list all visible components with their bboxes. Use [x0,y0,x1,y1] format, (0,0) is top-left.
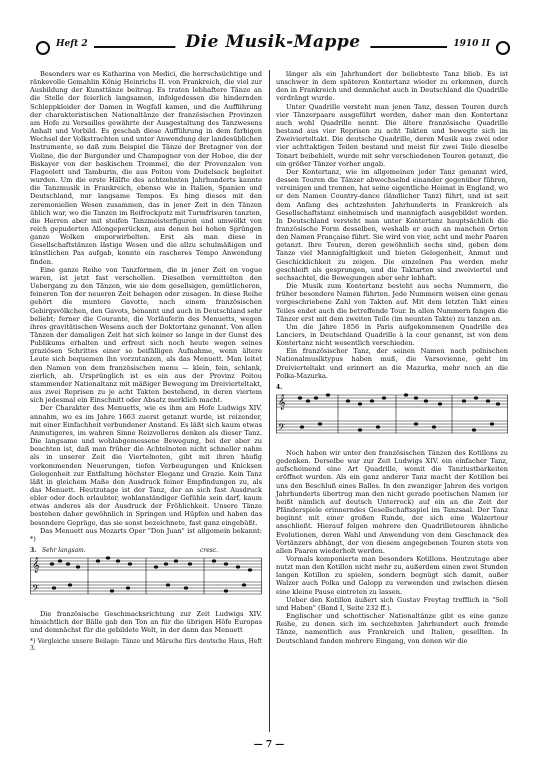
svg-text:𝄞: 𝄞 [32,558,40,574]
ornament-right-icon [496,41,510,55]
footnote: *) Vergleiche unsere Beilage: Tänze und Märsche fürs deutsche Haus, Heft 3. [30,637,262,653]
left-column [30,70,262,653]
issue-label: Heft 2 [50,39,94,49]
paragraph: Der Kontertanz, wie im allgemeinen jeder Tanz genannt wird, dessen Touren die Tänzer abwechselnd einander gegenüber führen, vereinigen und trennen, hat seine eigentliche Heimat in England, wo er den Namen Country-dance (ländlicher Tanz) führt, und ist seit dem Anfang des achtzehnten Jahrhunderts in Frankreich als Gesellschaftstanz einheimisch und mannigfach ausgebildet worden. In Deutschland versteht man unter Kontertanz hauptsächlich die französische Form desselben, weshalb er auch an manchen Orten den Namen Française führt. Sie wird von vier, acht und mehr Paaren getanzt. Ihre Touren, deren gewöhnlich sechs sind, geben dem Tanze viel Mannigfaltigkeit und bieten Gelegenheit, Anmut und Geschicklichkeit zu zeigen. Die einzelnen Pas werden mehr geschleift als gesprungen, und die Taktarten sind zweiviertel und sechsachtel, die Bewegungen aber sehr lebhaft. [276,167,508,282]
music-score-varsovienne [276,385,508,443]
ornament-left-icon [36,41,50,55]
paragraph: Das Menuett aus Mozarts Oper "Don Juan" ist allgemein bekannt: *) [30,526,262,543]
staff-notation-icon [276,393,508,441]
paragraph: länger als ein Jahrhundert der beliebteste Tanz blieb. Es ist unschwer in dem späteren Kontertanz wieder zu erkennen, durch den in Frankreich und demnächst auch in Deutschland die Quadrille verdrängt wurde. [276,70,508,103]
paragraph: Der Charakter des Menuetts, wie es ihm am Hofe Ludwigs XIV. annahm, wo es im Jahre 1663 zuerst getanzt wurde, ist reizender, mit einer Einfachheit verbundener Anstand. Es läßt sich kaum etwas Anmutigeres, im wahren Sinne Reizvolleres denken als dieser Tanz. Die langsame und wohlabgemessene Bewegung, bei der aber zu beachten ist, daß man früher die Achtelnoten nicht schneller nahm als in unserer Zeit die Viertelnoten, gibt mit ihren häufig vorkommenden Neuerungen, tiefen Verbeugungen und Knicksen Gelegenheit zur Entfaltung höchster Eleganz und Grazie. Kein Tanz läßt in gleichem Maße den Ausdruck feiner Empfindungen zu, als das Menuett. Heutzutage ist der Tanz, der an sich fast Ausdruck ebler oder doch erlaubter, wohlanständiger Gefühle sein darf, kaum etwas anderes als der Ausdruck der Fröhlichkeit. Unsere Tänze bestehen daher gewöhnlich in Springen und Hüpfen und haben das besondere Gepräge, das sie sonst bezeichnete, fast ganz eingebüßt. [30,404,262,527]
score-tempo: Sehr langsam. [42,547,86,555]
svg-text:𝄞: 𝄞 [278,394,286,410]
paragraph: Die französische Geschmacksrichtung zur Zeit Ludwigs XIV. hinsichtlich der Bälle gab den Ton an für die übrigen Höfe Europas und demnächst für die gebildete Welt, in der dann das Menuett [30,610,262,635]
staff-notation-icon [30,556,262,602]
year-label: 1910 II [447,39,496,49]
paragraph: Um die Jahre 1856 in Paris aufgekommenen Quadrille des Lanciers, in Deutschland Quadrille à la cour genannt, ist von dem Kontertanz nicht wesentlich verschieden. [276,322,508,348]
page-header [36,34,510,60]
paragraph: Unter Quadrille versteht man jenen Tanz, dessen Touren durch vier Tänzerpaare ausgeführt werden, daher man den Kontertanz auch wohl Quadrille nennt. Die ältere französische Quadrille bestand aus vier Reprisen zu acht Takten und bewegte sich im Zweivierteltakt. Die deutsche Quadrille, deren Musik aus zwei oder vier achttaktigen Teilen bestand und meist für zwei Teile dieselbe Tonart beibehielt, wurde mit sehr verschiedenen Touren getanzt, die ein größer Tänzer vorher angab. [276,102,508,168]
paragraph: Besonders war es Katharina von Medici, die herrschsüchtige und ränkevolle Gemahlin König Heinrichs II. von Frankreich, die viel zur Ausbildung der Kunsttänze beitrug. Es traten lebhaftere Tänze an die Stelle der feierlich langsamen, infolgedessen die hindernden Schleppkleider der Damen in Wegfall kamen, und die Aufführung der charakteristischen Nationaltänze der französischen Provinzen am Hofe zu Versailles gewährte der Ausgestaltung des Tanzwesens Anhalt und Vorbild. Es geschah diese Aufführung in dem farbigen Wechsel der Volkstrachten und unter Anwendung der landesüblichen Instrumente, so daß zum Beispiel die Tänze der Bretagner von der Violine, die der Burgunder und Champagner von der Hoboe, die der Biskayer von der baskischen Trommel, die der Provenzalen von Flageolett und Tamburin, die aus Poitou vom Dudelsack begleitet wurden. Um die erste Hälfte des achtzehnten Jahrhunderts kannte die Tanzmusik in Frankreich, ebenso wie in Italien, Spanien und Deutschland, nur langsame Tempos. Es hing dieses mit den zeremoniellen Wesen zusammen, das in jener Zeit in den Tänzen üblich war, wo die Tanzen im Reifrockputz mit Turmfrisuren tanzten, die Herren aber mit steifen Tanzmeisterfiguren und umwölkt von reich gepuderten Allongeperücken, aus denen bei hohen Sprüngen ganze Wolken emporwirbelten. Erst als man diese in Gesellschaftstänzen lästige Wesen und die allzu schulmäßigen und künstlichen Pas aufgab, konnte ein rascheres Tempo Anwendung finden. [30,70,262,266]
paragraph: Vormals komponierte man besonders Kotillons. Heutzutage aber nutzt man den Kotillon nicht mehr zu, außerdem einen zwei Stunden langen Kotillon zu spielen, sondern begnügt sich damit, außer Walzer auch Polka und Galopp zu verwenden und zwischen diesen eine kleine Pause eintreten zu lassen. [276,554,508,596]
paragraph: Die Musik zum Kontertanz besteht aus sechs Nummern, die früher besondere Namen führten. Jede Nummern weisen eine genau vorgeschriebene Zahl von Takten auf. Mit dem letzten Takt eines Teiles endet auch die betreffende Tour. In allen Nummern fangen die Tänzer erst mit dem zweiten Teile (im neunten Takte) zu tanzen an. [276,282,508,323]
score-cresc: cresc. [200,547,219,555]
score-number: 4. [276,383,283,391]
music-score-menuett [30,548,262,604]
svg-text:𝄢: 𝄢 [278,421,286,435]
paragraph: Eine ganze Reihe von Tanzformen, die in jener Zeit en vogue waren, ist jetzt fast verschollen. Dieselben vermittelten den Uebergang zu den Tänzen, wie sie dem gesellsigen, gemütlicheren, feineren Ton der neueren Zeit behagen oder zusagen. In diese Reihe gehört die muntere Gavotte, nach einem französischen Gebirgsvölkchen, den Gavots, benannt und auch in Deutschland sehr beliebt; ferner die Courante, die Vorläuferin des Menuetts, wegen ihres gravitätischen Wesens auch der Doktortanz genannt. Von allen Tänzen der damaligen Zeit hat sich keiner so lange in der Gunst des Publikums erhalten und erfreut sich noch heute wegen seines graziösen Schrittes einer so beifälligen Aufnahme, wenn ältere Leute sich bequemen ihn vorzutanzen, als das Menuett. Man leitet den Namen von dem französischen menu — klein, fein, schlank, zierlich, ab. Ursprünglich ist es ein aus der Provinz Poitou stammender Nationaltanz mit mäßiger Bewegung im Dreivierteltakt, aus zwei Reprisen zu je acht Takten bestehend, in deren viertem sich jedesmal ein Einschnitt oder Absatz merklich macht. [30,265,262,405]
page-title: Die Musik-Mappe [175,32,370,52]
paragraph: Ein französischer Tanz, der seinen Namen nach polnischen Nationalmusiktypus haben muß, die Varsovienne, geht im Dreivierteltakt und erinnert an die Mazurka, mehr noch an die Polka-Mazurka. [276,347,508,380]
score-number: 3. [30,547,37,555]
column-divider [269,70,270,732]
right-column [276,70,508,645]
paragraph: Englischer und schottischer Nationaltänze gibt es eine ganze Reihe, zu denen sich im sechzehnten Jahrhundert auch fremde Tänze, namentlich aus Frankreich und Italien, gesellten. In Deutschland fanden mehrere Eingang, von denen wir die [276,612,508,645]
page-number: — 7 — [253,740,285,750]
paragraph: Ueber den Kotillon äußert sich Gustav Freytag trefflich in "Soll und Haben" (Band I, Seite 232 ff.). [276,595,508,612]
svg-text:𝄢: 𝄢 [32,583,40,597]
paragraph: Noch haben wir unter den französischen Tänzen des Kotillons zu gedenken. Derselbe war zur Zeit Ludwigs XIV. ein einfacher Tanz, aufscheinend eine Art Quadrille, womit die Tanzlustbarkeiten eröffnet wurden. Als ein ganz anderer Tanz macht der Kotillon bei uns den Beschluß eines Balles. In den zwanziger Jahren des vorigen Jahrhunderts übertrug man den nicht gerade poetischen Namen (er heißt nämlich auf deutsch Unterrock) auf ein an die Zeit der Pfänderspiele erinnerndes Gesellschaftsspiel im Tanzsaal. Der Tanz beginnt mit einer großen Runde, der sich eine Walzertour anschließt. Hierauf folgen mehrere den Quadrilletouren ähnliche Evolutionen, deren Wahl und Anwendung von dem Geschmack des Vortänzers abhängt, der von diesem angegebenen Touren stets von allen Paaren wiederholt werden. [276,448,508,555]
